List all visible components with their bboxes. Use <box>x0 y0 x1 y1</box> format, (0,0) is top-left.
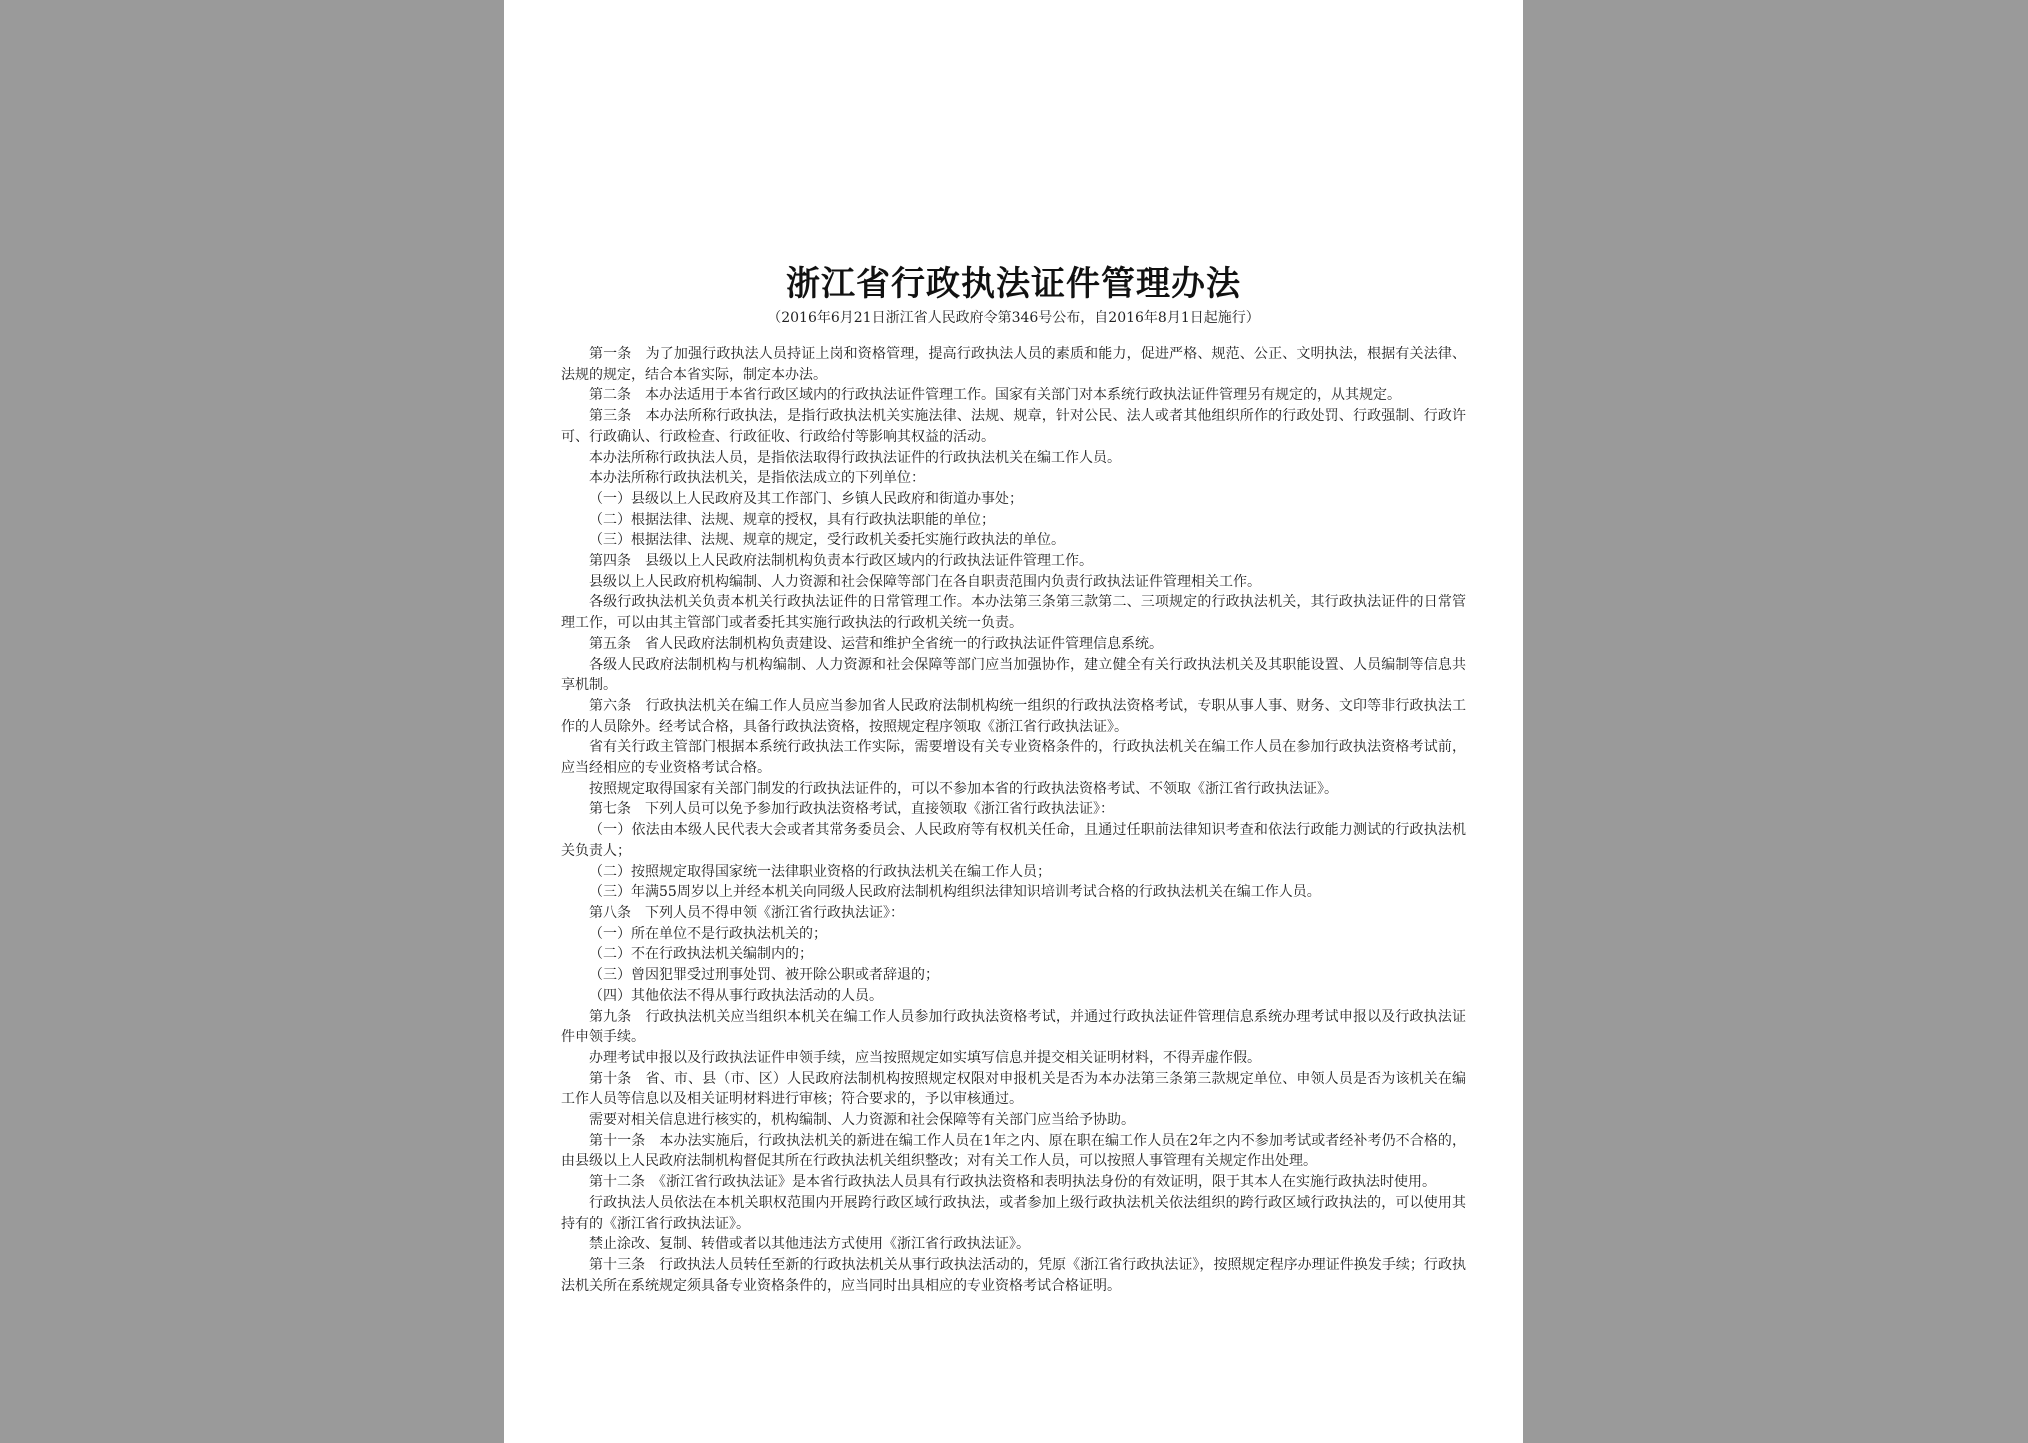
body-paragraph: 第二条 本办法适用于本省行政区域内的行政执法证件管理工作。国家有关部门对本系统行政执法证件管理另有规定的，从其规定。 <box>589 387 1401 404</box>
body-paragraph: 第十条 省、市、县（市、区）人民政府法制机构按照规定权限对申报机关是否为本办法第三条第三款规定单位、申领人员是否为该机关在编工作人员等信息以及相关证明材料进行审核；符合要求的，予以审核通过。 <box>561 1070 1466 1108</box>
document-page <box>504 0 1523 1443</box>
body-paragraph: 按照规定取得国家有关部门制发的行政执法证件的，可以不参加本省的行政执法资格考试、不领取《浙江省行政执法证》。 <box>589 780 1338 797</box>
document-subtitle: （2016年6月21日浙江省人民政府令第346号公布，自2016年8月1日起施行） <box>767 310 1260 326</box>
body-paragraph: （三）年满55周岁以上并经本机关向同级人民政府法制机构组织法律知识培训考试合格的行政执法机关在编工作人员。 <box>589 884 1321 901</box>
body-paragraph: 第四条 县级以上人民政府法制机构负责本行政区域内的行政执法证件管理工作。 <box>589 553 1093 570</box>
body-paragraph: （二）根据法律、法规、规章的授权，具有行政执法职能的单位； <box>589 511 995 528</box>
body-paragraph: 本办法所称行政执法机关，是指依法成立的下列单位： <box>589 470 925 487</box>
body-paragraph: 行政执法人员依法在本机关职权范围内开展跨行政区域行政执法，或者参加上级行政执法机关依法组织的跨行政区域行政执法的，可以使用其持有的《浙江省行政执法证》。 <box>561 1194 1466 1232</box>
body-paragraph: 第十二条 《浙江省行政执法证》是本省行政执法人员具有行政执法资格和表明执法身份的有效证明，限于其本人在实施行政执法时使用。 <box>589 1174 1436 1191</box>
body-paragraph: 第一条 为了加强行政执法人员持证上岗和资格管理，提高行政执法人员的素质和能力，促进严格、规范、公正、文明执法，根据有关法律、法规的规定，结合本省实际，制定本办法。 <box>561 346 1466 383</box>
body-paragraph: （一）所在单位不是行政执法机关的； <box>589 925 827 942</box>
body-paragraph: （一）县级以上人民政府及其工作部门、乡镇人民政府和街道办事处； <box>589 490 1023 507</box>
body-paragraph: 第七条 下列人员可以免予参加行政执法资格考试，直接领取《浙江省行政执法证》： <box>589 801 1114 818</box>
body-paragraph: （二）不在行政执法机关编制内的； <box>589 946 813 963</box>
document-body <box>561 344 1466 1296</box>
body-paragraph: （四）其他依法不得从事行政执法活动的人员。 <box>589 987 883 1004</box>
body-paragraph: （三）曾因犯罪受过刑事处罚、被开除公职或者辞退的； <box>589 967 939 984</box>
body-paragraph: 办理考试申报以及行政执法证件申领手续，应当按照规定如实填写信息并提交相关证明材料，不得弄虚作假。 <box>589 1049 1261 1066</box>
body-paragraph: 第三条 本办法所称行政执法，是指行政执法机关实施法律、法规、规章，针对公民、法人或者其他组织所作的行政处罚、行政强制、行政许可、行政确认、行政检查、行政征收、行政给付等影响其权益的活动。 <box>561 408 1466 445</box>
body-paragraph: 第十三条 行政执法人员转任至新的行政执法机关从事行政执法活动的，凭原《浙江省行政执法证》，按照规定程序办理证件换发手续；行政执法机关所在系统规定须具备专业资格条件的，应当同时出具相应的专业资格考试合格证明。 <box>561 1256 1466 1294</box>
body-paragraph: （二）按照规定取得国家统一法律职业资格的行政执法机关在编工作人员； <box>589 863 1051 880</box>
body-paragraph: 各级人民政府法制机构与机构编制、人力资源和社会保障等部门应当加强协作，建立健全有关行政执法机关及其职能设置、人员编制等信息共享机制。 <box>561 656 1466 694</box>
body-paragraph: 需要对相关信息进行核实的，机构编制、人力资源和社会保障等有关部门应当给予协助。 <box>589 1112 1135 1129</box>
body-paragraph: 县级以上人民政府机构编制、人力资源和社会保障等部门在各自职责范围内负责行政执法证件管理相关工作。 <box>589 573 1261 590</box>
body-paragraph: （一）依法由本级人民代表大会或者其常务委员会、人民政府等有权机关任命，且通过任职前法律知识考查和依法行政能力测试的行政执法机关负责人； <box>561 822 1466 859</box>
body-paragraph: 省有关行政主管部门根据本系统行政执法工作实际，需要增设有关专业资格条件的，行政执法机关在编工作人员在参加行政执法资格考试前，应当经相应的专业资格考试合格。 <box>561 739 1466 777</box>
document-title: 浙江省行政执法证件管理办法 <box>786 264 1241 304</box>
body-paragraph: 禁止涂改、复制、转借或者以其他违法方式使用《浙江省行政执法证》。 <box>589 1236 1030 1253</box>
body-paragraph: 第九条 行政执法机关应当组织本机关在编工作人员参加行政执法资格考试，并通过行政执法证件管理信息系统办理考试申报以及行政执法证件申领手续。 <box>561 1008 1466 1046</box>
body-paragraph: 第六条 行政执法机关在编工作人员应当参加省人民政府法制机构统一组织的行政执法资格考试，专职从事人事、财务、文印等非行政执法工作的人员除外。经考试合格，具备行政执法资格，按照规定程序领取《浙江省行政执法证》。 <box>561 697 1466 735</box>
body-paragraph: 第五条 省人民政府法制机构负责建设、运营和维护全省统一的行政执法证件管理信息系统。 <box>589 635 1163 652</box>
body-paragraph: 第十一条 本办法实施后，行政执法机关的新进在编工作人员在1年之内、原在职在编工作人员在2年之内不参加考试或者经补考仍不合格的，由县级以上人民政府法制机构督促其所在行政执法机关组织整改；对有关工作人员，可以按照人事管理有关规定作出处理。 <box>561 1132 1466 1170</box>
body-paragraph: （三）根据法律、法规、规章的规定，受行政机关委托实施行政执法的单位。 <box>589 532 1065 549</box>
body-paragraph: 本办法所称行政执法人员，是指依法取得行政执法证件的行政执法机关在编工作人员。 <box>589 449 1121 466</box>
body-paragraph: 各级行政执法机关负责本机关行政执法证件的日常管理工作。本办法第三条第三款第二、三项规定的行政执法机关，其行政执法证件的日常管理工作，可以由其主管部门或者委托其实施行政执法的行政机关统一负责。 <box>561 594 1466 632</box>
body-paragraph: 第八条 下列人员不得申领《浙江省行政执法证》： <box>589 904 904 921</box>
